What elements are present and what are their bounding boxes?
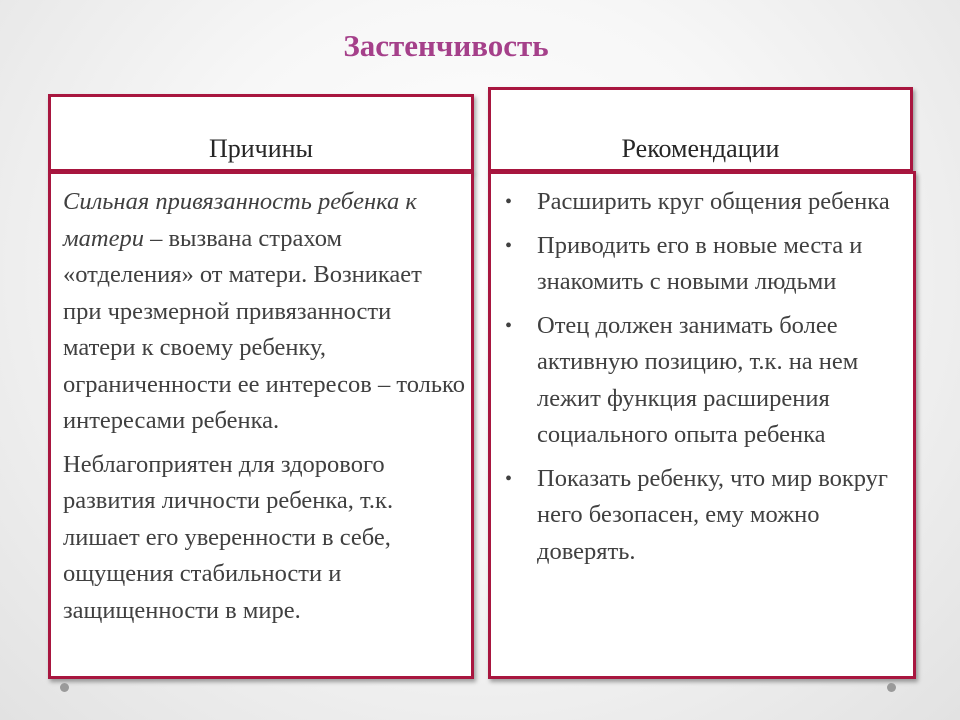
bullet-icon: • xyxy=(505,191,513,213)
list-item xyxy=(503,461,905,571)
recommendations-header-label: Рекомендации xyxy=(621,134,780,163)
causes-content-box xyxy=(48,171,474,679)
causes-header-label: Причины xyxy=(208,134,314,163)
list-item-text: Отец должен занимать более активную позицию, т.к. на нем лежит функция расширения социального опыта ребенка xyxy=(537,311,859,448)
causes-paragraph-2: Неблагоприятен для здорового развития личности ребенка, т.к. лишает его уверенности в себе, ощущения стабильности и защищенности в мире. xyxy=(63,450,394,624)
slide-title: Застенчивость xyxy=(343,28,549,63)
causes-paragraph-1-text: – вызвана страхом «отделения» от матери. Возникает при чрезмерной привязанности матери к своему ребенку, ограниченности ее интересов – только интересами ребенка. xyxy=(63,224,465,434)
list-item-text: Расширить круг общения ребенка xyxy=(537,188,890,215)
list-item xyxy=(503,308,905,454)
list-item xyxy=(503,228,905,301)
causes-italic-lead: Сильная привязанность ребенка к матери xyxy=(63,188,417,252)
decorative-dot-left xyxy=(60,683,69,692)
recommendations-content-box xyxy=(488,171,916,679)
list-item xyxy=(503,184,905,221)
causes-paragraph-1 xyxy=(63,184,465,440)
list-item-text: Приводить его в новые места и знакомить с новыми людьми xyxy=(537,231,863,295)
bullet-icon: • xyxy=(505,314,513,337)
decorative-dot-right xyxy=(887,683,896,692)
list-item-text: Показать ребенку, что мир вокруг него безопасен, ему можно доверять. xyxy=(537,464,888,565)
recommendations-header-box xyxy=(488,87,913,172)
bullet-icon: • xyxy=(505,234,513,257)
recommendations-list xyxy=(503,184,905,570)
bullet-icon: • xyxy=(505,467,513,490)
causes-header-box xyxy=(48,94,474,172)
